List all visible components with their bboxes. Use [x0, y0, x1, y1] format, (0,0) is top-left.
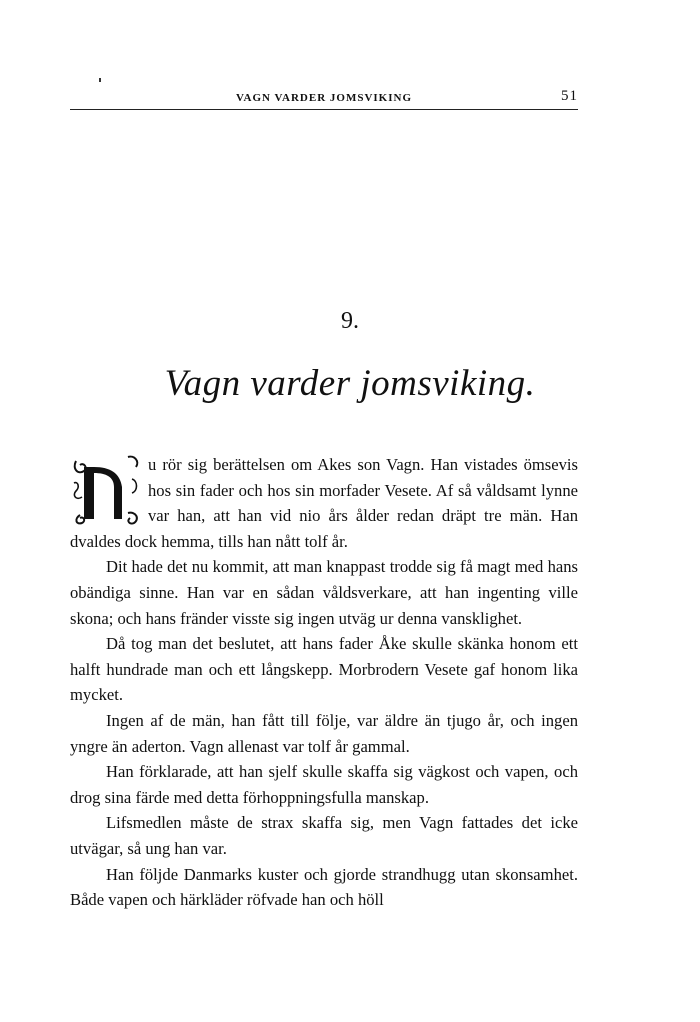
- paragraph: Då tog man det beslutet, att hans fader Åke skulle skänka honom ett halft hundrade man och ett långskepp. Morbrodern Vesete gaf honom lika mycket.: [70, 634, 578, 705]
- header-rule: [70, 109, 578, 110]
- paragraph: Han följde Danmarks kuster och gjorde strandhugg utan skonsamhet. Både vapen och härkläder röfvade han och höll: [70, 864, 578, 910]
- body-text: [70, 452, 578, 913]
- chapter-number: 9.: [341, 308, 359, 334]
- page-number: 51: [561, 88, 578, 104]
- running-title: VAGN VARDER JOMSVIKING: [235, 92, 413, 104]
- ornate-initial-icon: [70, 453, 142, 527]
- paragraph: [70, 452, 578, 554]
- dropcap-letter: N: [105, 503, 107, 504]
- page-header: [70, 88, 578, 110]
- paragraph: Ingen af de män, han fått till följe, var äldre än tjugo år, och ingen yngre än aderton. Vagn allenast var tolf år gammal.: [70, 710, 578, 756]
- paragraph: Han förklarade, att han sjelf skulle skaffa sig vägkost och vapen, och drog sina färde med detta förhoppningsfulla manskap.: [70, 762, 578, 807]
- paragraph: Lifsmedlen måste de strax skaffa sig, men Vagn fattades det icke utvägar, så ung han var.: [70, 813, 578, 858]
- chapter-title: Vagn varder jomsviking.: [164, 363, 536, 404]
- paragraph: Dit hade det nu kommit, att man knappast trodde sig få magt med hans obändiga sinne. Han var en sådan våldsverkare, att han ingenting ville skona; och hans fränder visste sig ingen utväg ur denna vansklighet.: [70, 557, 578, 628]
- ink-speck: [99, 78, 101, 82]
- paragraph-text: u rör sig berättelsen om Akes son Vagn. Han vistades ömsevis hos sin fader och hos sin morfader Vesete. Af så våldsamt lynne var han, att han vid nio års ålder redan dräpt tre män. Han dvaldes dock hemma, tills han nått tolf år.: [70, 455, 578, 551]
